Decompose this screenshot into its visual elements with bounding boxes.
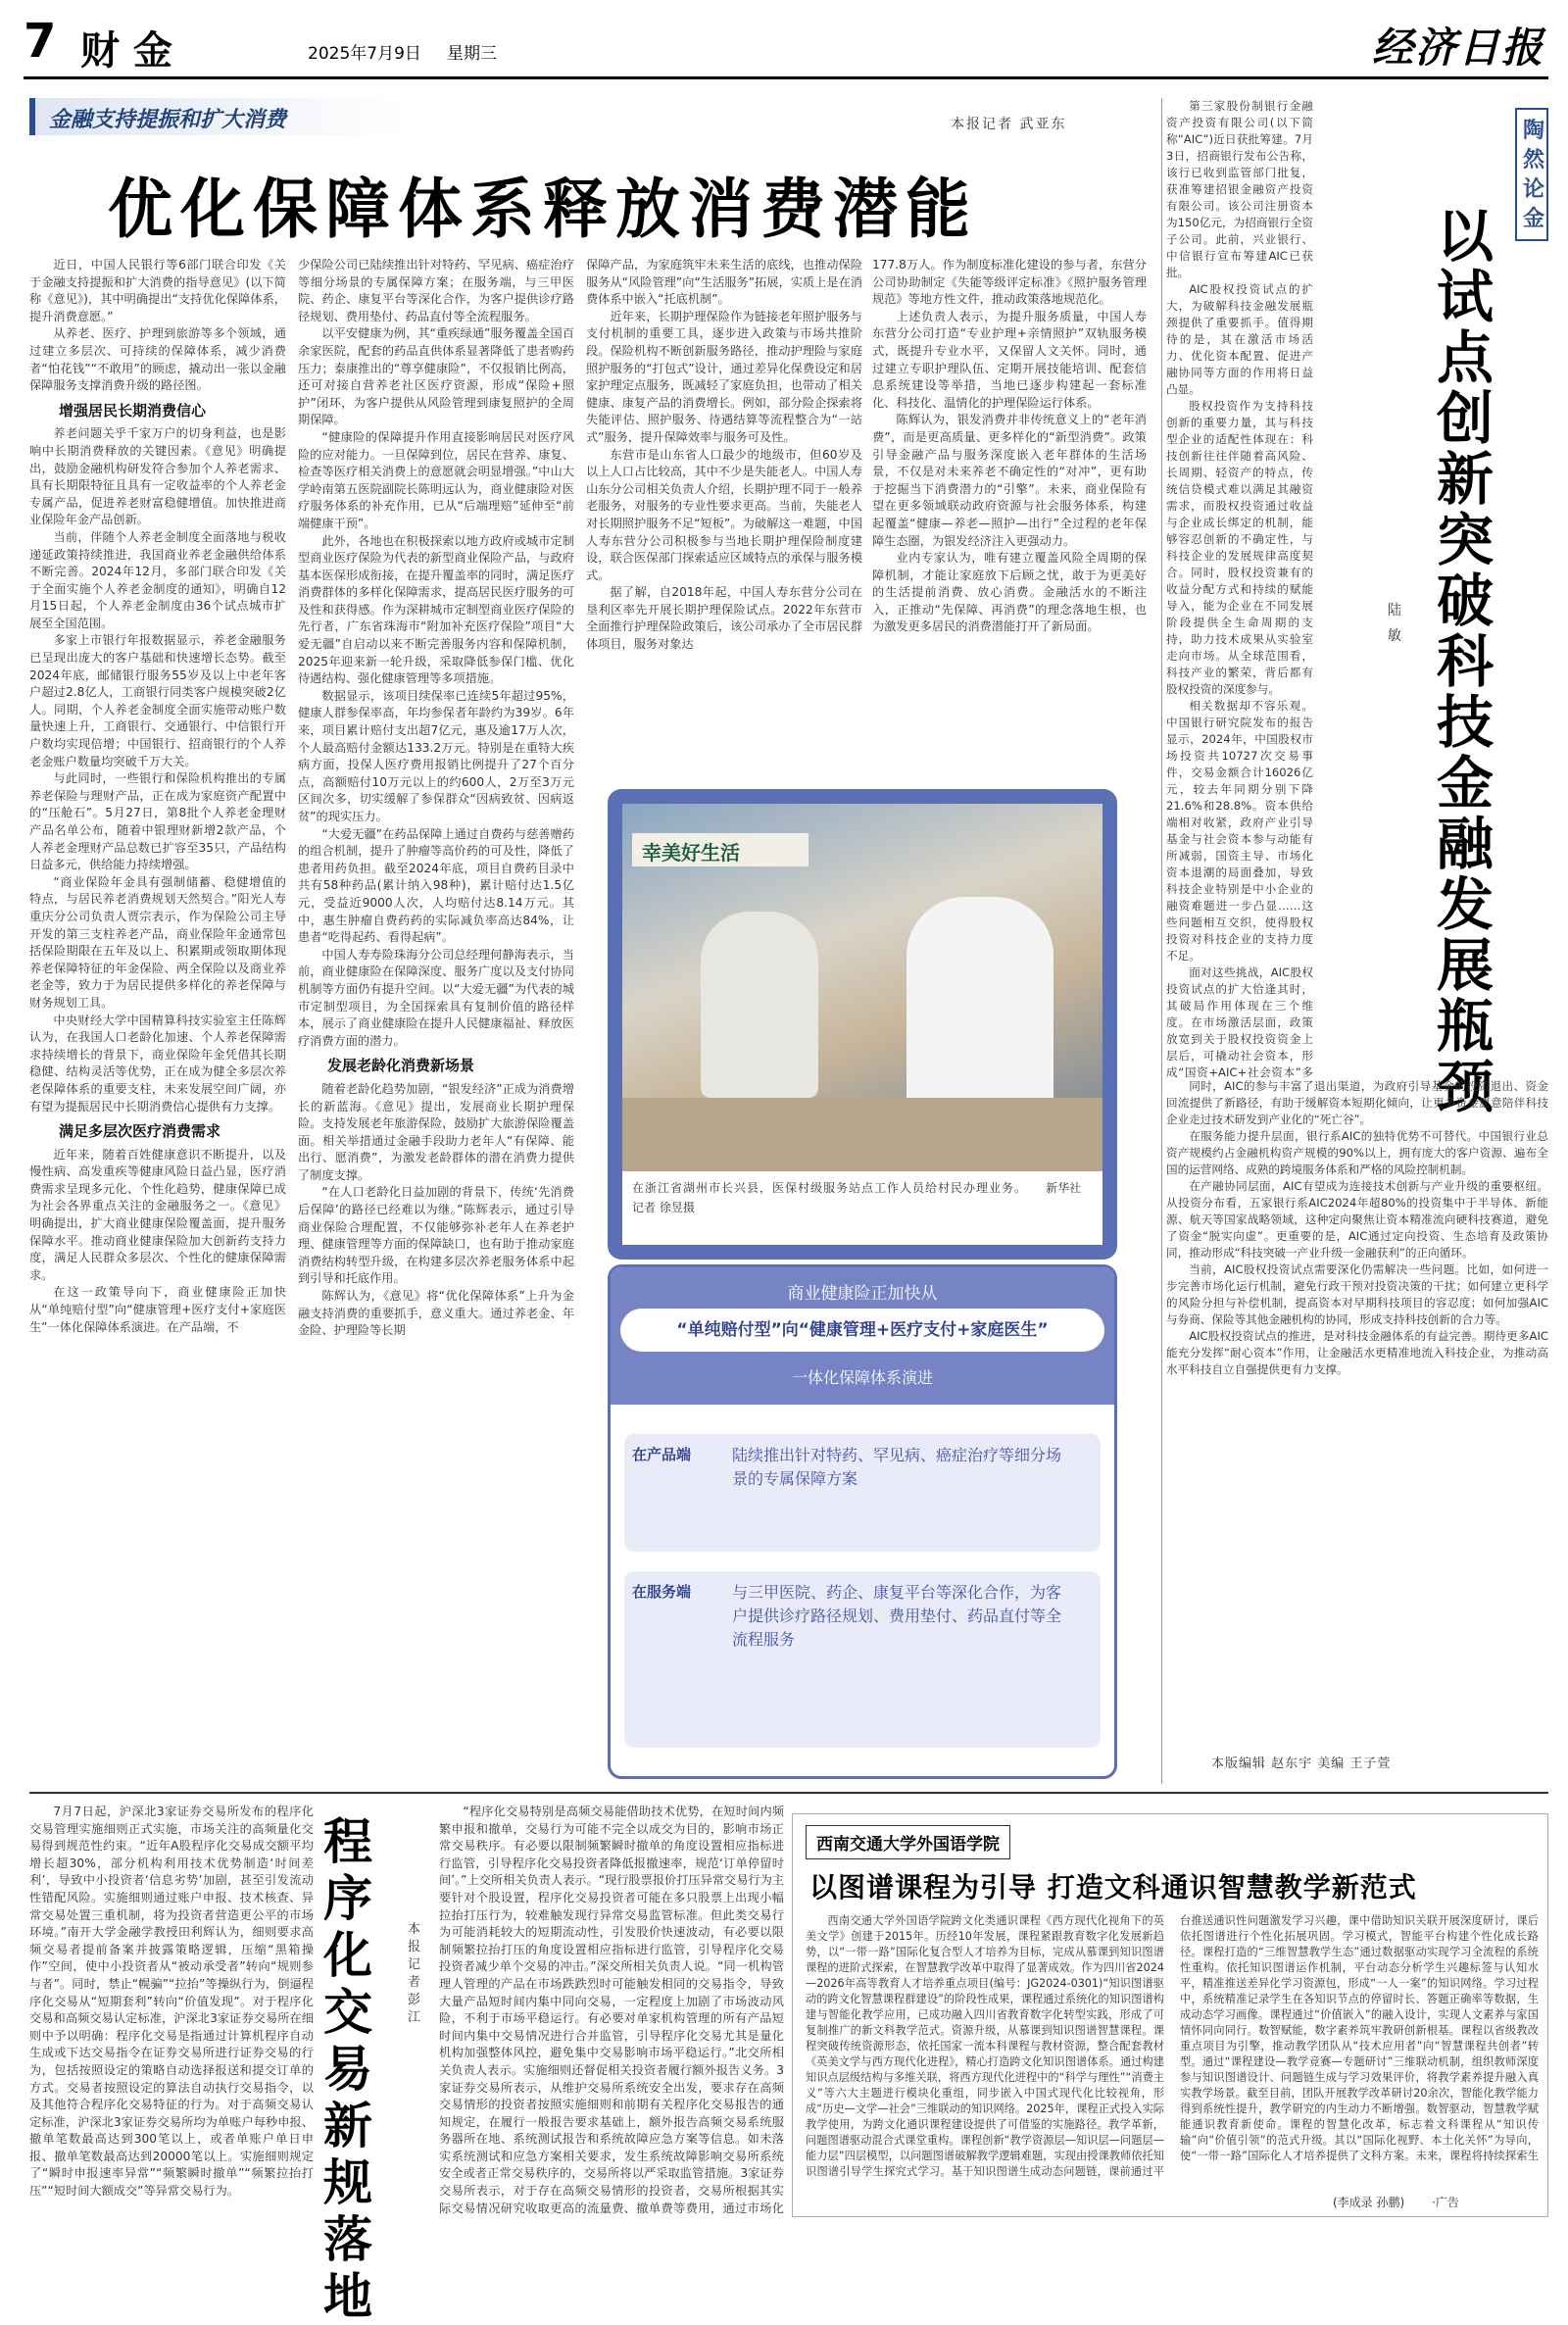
advertisement-label: ·广告	[1432, 2196, 1459, 2209]
paragraph: 当前，伴随个人养老金制度全面落地与税收递延政策持续推进，我国商业养老金融供给体系不断完善。2024年12月，多部门联合印发《关于全面实施个人养老金制度的通知》，明确自12月15日起，个人养老金制度由36个试点城市扩展至全国范围。	[29, 529, 286, 630]
paragraph: 东营市是山东省人口最少的地级市，但60岁及以上人口占比较高，其中不少是失能老人。中国人寿山东分公司相关负责人介绍，长期护理不同于一般养老服务，对服务的专业性要求更高。当前，失能老人对长期照护服务不足“短板”。为破解这一难题，中国人寿东营分公司积极参与当地长期护理保险制度建设，联合医保部门探索适应区域特点的承保与服务模式。	[586, 447, 862, 582]
infographic-row-service	[624, 1571, 1101, 1748]
infographic-slogan: “单纯赔付型”向“健康管理+医疗支付+家庭医生”	[620, 1309, 1104, 1352]
paragraph: “健康险的保障提升作用直接影响居民对医疗风险的应对能力。一旦保障到位，居民在营养、康复、检查等医疗相关消费上的意愿就会明显增强。”中山大学岭南第五医院副院长陈明远认为，商业健康险对医疗服务体系的补充作用，已从“后端理赔”延伸至“前端健康干预”。	[298, 429, 574, 530]
page-number: 7	[24, 14, 57, 69]
editor-credit: 本版编辑 赵东宇 美编 王子萱	[1211, 1756, 1392, 1771]
paragraph: 多家上市银行年报数据显示，养老金融服务已呈现出庞大的客户基础和快速增长态势。截至2024年底，邮储银行服务55岁及以上中老年客户超过2.8亿人，工商银行同类客户规模突破2亿人。同期，个人养老金制度全面实施带动账户数量快速上升，工商银行、交通银行、中信银行开户数均实现倍增；中国银行、招商银行的个人养老金账户数量均突破千万大关。	[29, 633, 286, 768]
paragraph: “程序化交易特别是高频交易能借助技术优势，在短时间内频繁申报和撤单，交易行为可能不完全以成交为目的，影响市场正常交易秩序。有必要以限制频繁瞬时撤单的角度设置相应指标进行监管，引导程序化交易投资者降低报撤速率，规范‘订单停留时间’。”上交所相关负责人表示。“现行股票报价打压异常交易行为主要针对个股设置，程序化交易投资者可能在多只股票上出现小幅拉抬打压行为，较难触发现行异常交易监管标准。但此类交易行为可能消耗较大的短期流动性，引发股价快速波动，有必要以限制频繁拉抬打压的角度设置相应指标进行监管，引导程序化交易投资者减少单个交易的冲击。”深交所相关负责人说。“同一机构管理人管理的产品在市场跌跌烈时可能触发相同的交易指令，导致大量产品短时间内集中同向交易，一定程度上加剧了市场波动风险，不利于市场平稳运行。有必要对单家机构管理的所有产品短时间内集中交易情况进行合并监管，引导程序化交易尤其是量化机构加强整体风控，避免集中交易影响市场平稳运行。”北交所相关负责人表示。实施细则还督促相关投资者履行额外报告义务。3家证券交易所表示，从维护交易所系统安全出发，要求存在高频交易情形的投资者按照实施细则和前期有关程序化交易报告的通知规定，在履行一般报告要求基础上，额外报告高频交易系统服务器所在地、系统测试报告和系统故障应急方案等信息。如未落实系统测试和应急方案相关要求，发生系统故障影响交易所系统安全或者正常交易秩序的，交易所将以严采取监管措施。3家证券交易所表示，对于存在高频交易情形的投资者，交易所根据其实际交易情况研究收取更高的流量费、撤单费等费用，通过市场化	[439, 1805, 784, 2215]
commentary-tag: 陶然论金	[1515, 108, 1548, 241]
commentary-author: 陆敏	[1388, 603, 1401, 644]
photo-person-staff	[701, 912, 818, 1098]
paragraph: “商业保险年金具有强制储蓄、稳健增值的特点，与居民养老消费规划天然契合。”阳光人寿重庆分公司负责人贾宗表示，作为保险公司主导开发的第三支柱养老产品，商业保险年金通常包括保险期限在五年及以上、积累期或领取期体现养老保障特征的年金保险、两全保险以及商业养老金等，致力于为居民提供多样化的养老保障与财务规划工具。	[29, 874, 286, 1010]
infographic-subtitle: 一体化保障体系演进	[791, 1368, 933, 1387]
paragraph: AIC股权投资试点的推进，是对科技金融体系的有益完善。期待更多AIC能充分发挥“耐心资本”作用，让金融活水更精准地流入科技企业，为推动高水平科技自立自强提供更有力支撑。	[1166, 1329, 1548, 1376]
paragraph: 近日，中国人民银行等6部门联合印发《关于金融支持提振和扩大消费的指导意见》(以下简称《意见》)，其中明确提出“支持优化保障体系，提升消费意愿。”	[29, 258, 286, 323]
subheading: 满足多层次医疗消费需求	[59, 1122, 221, 1141]
paragraph: 业内专家认为，唯有建立覆盖风险全周期的保障机制，才能让家庭放下后顾之忧，敢于为更美好的生活提前消费、放心消费。金融活水的不断注入，正推动“先保障、再消费”的理念落地生根，也为激发更多居民的消费潜能打开了新局面。	[872, 551, 1147, 634]
paragraph: 7月7日起，沪深北3家证券交易所发布的程序化交易管理实施细则正式实施，市场关注的高频量化交易得到规范性约束。“近年A股程序化交易成交额平均增长超30%，部分机构利用技术优势制造‘时间差利’，导致中小投资者‘信息劣势’加剧，甚至引发流动性错配风险。实施细则通过账户申报、技术核查、异常交易处置三重机制，将为投资者营造更公平的市场环境。”南开大学金融学教授田利辉认为，细则要求高频交易者提前备案并披露策略逻辑，压缩“黑箱操作”空间，使中小投资者从“被动承受者”转向“规则参与者”。同时，禁止“幌骗”“拉抬”等操纵行为，倒逼程序化交易从“短期套利”转向“价值发现”。对于程序化交易和高频交易认定标准，沪深北3家证券交易所在细则中予以明确：程序化交易是指通过计算机程序自动生成或下达交易指令在证券交易所进行证券交易的行为，包括按照设定的策略自动选择报送和提交订单的方式。交易者按照设定的算法自动执行交易指令，以及其他符合程序化交易特征的行为。对于高频交易认定标准，沪深北3家证券交易所均为单账户每秒申报、撤单笔数最高达到300笔以上，或者单账户单日申报、撤单笔数最高达到20000笔以上。实施细则规定了“瞬时申报速率异常”“频繁瞬时撤单”“频繁拉抬打压”“短时间大额成交”等异常交易行为。	[29, 1805, 314, 2199]
article3-org: 西南交通大学外国语学院	[806, 1825, 1010, 1859]
photo-sign: 幸美好生活	[632, 833, 808, 866]
article1-column-2	[298, 257, 574, 1784]
infographic-row-text: 陆续推出针对特药、罕见病、癌症治疗等细分场景的专属保障方案	[732, 1446, 1062, 1488]
column-divider	[1161, 98, 1162, 1784]
article2-byline: 本报记者 彭江	[408, 1922, 421, 2025]
photo	[622, 804, 1102, 1171]
paragraph: 养老问题关乎千家万户的切身利益，也是影响中长期消费释放的关键因素。《意见》明确提出，鼓励金融机构研发符合参加个人养老需求、具有长期限特征且具有一定收益率的个人养老金专属产品，促进养老财富稳健增值。加快推进商业保险年金产品创新。	[29, 426, 286, 527]
photo-caption: 在浙江省湖州市长兴县，医保村级服务站点工作人员给村民办理业务。	[632, 1181, 1028, 1195]
paragraph: 上述负责人表示，为提升服务质量，中国人寿东营分公司打造“专业护理+亲情照护”双轨服务模式，既提升专业水平，又保留人文关怀。同时，通过建立专职护理队伍、定期开展技能培训、配套信息系统建设等举措，当地已逐步构建起一套标准化、科技化、温情化的护理保险运行体系。	[872, 309, 1147, 410]
paragraph: “大爱无疆”在药品保障上通过自费药与慈善赠药的组合机制，提升了肿瘤等高价药的可及性，降低了患者用药负担。截至2024年底，项目自费药目录中共有58种药品(累计纳入98种)，累计赔付达1.5亿元，受益近9000人次，人均赔付达8.14万元。其中，惠生肿瘤自费药药的实际减负率高达84%，让患者“吃得起药、看得起病”。	[298, 826, 574, 945]
infographic-row-label: 在服务端	[632, 1583, 692, 1601]
subheading: 增强居民长期消费信心	[59, 401, 207, 420]
paragraph: 股权投资作为支持科技创新的重要力量，其与科技型企业的适配性体现在：科技创新往往伴随着高风险、长周期、轻资产的特点，传统信贷模式难以满足其融资需求，而股权投资通过收益与企业成长绑定的机制，能够容忍创新的不确定性，与科技企业的发展规律高度契合。同时，股权投资兼有的收益分配方式和持续的赋能导入，能为企业在不同发展阶段提供全生命周期的支持，助力技术成果从实验室走向市场。从全球范围看，科技产业的繁荣，背后都有股权投资的深度参与。	[1166, 399, 1313, 696]
paragraph: 中国人寿寿险珠海分公司总经理何静海表示，当前，商业健康险在保障深度、服务广度以及支付协同机制等方面仍有提升空间。以“大爱无疆”为代表的城市定制型项目，为全国探索具有复制价值的路径样本，展示了商业健康险在提升人民健康福祉、释放医疗消费方面的潜力。	[298, 947, 574, 1048]
infographic-title: 商业健康险正加快从	[787, 1284, 938, 1304]
article1-column-1	[29, 257, 286, 1784]
paragraph: 保障产品，为家庭筑牢未来生活的底线，也推动保险服务从“风险管理”向“生活服务”拓展，实质上是在消费体系中嵌入“托底机制”。	[586, 258, 862, 307]
photo-desk	[622, 1098, 1102, 1171]
article1-column-3	[586, 257, 862, 776]
paragraph: 在这一政策导向下，商业健康险正加快从“单纯赔付型”向“健康管理+医疗支付+家庭医生”一体化保障体系演进。在产品端，不	[29, 1285, 286, 1334]
article3-title: 以图谱课程为引导 打造文科通识智慧教学新范式	[809, 1871, 1417, 1904]
paragraph: 少保险公司已陆续推出针对特药、罕见病、癌症治疗等细分场景的专属保障方案；在服务端，与三甲医院、药企、康复平台等深化合作，为客户提供诊疗路径规划、费用垫付、药品直付等全流程服务。	[298, 258, 574, 323]
paragraph: 中央财经大学中国精算科技实验室主任陈辉认为，在我国人口老龄化加速、个人养老保障需求持续增长的背景下，商业保险年金凭借其长期稳健、结构灵活等优势，正在成为健全多层次养老保障体系的重要支柱，未来发展空间广阔，亦有望为提振居民中长期消费信心提供有力支撑。	[29, 1013, 286, 1113]
paragraph: “在人口老龄化日益加剧的背景下，传统‘先消费后保障’的路径已经难以为继。”陈辉表示，通过引导商业保险合理配置，不仅能够弥补老年人在养老护理、健康管理等方面的保障缺口，也有助于推动家庭消费结构转型升级，在构建多层次养老服务体系中起到引导和托底作用。	[298, 1185, 574, 1286]
paragraph: 近年来，长期护理保险作为链接老年照护服务与支付机制的重要工具，逐步进入政策与市场共推阶段。保险机构不断创新服务路径，推动护理险与家庭照护服务的“打包式”设计，通过差异化保费设定和居家护理定点服务，既减轻了家庭负担，也带动了相关健康、康复产品的消费增长。例如，部分险企探索将失能评估、照护服务、待遇结算等流程整合为“一站式”服务，提升保障效率与服务可及性。	[586, 309, 862, 444]
commentary-column-1	[1166, 98, 1313, 1078]
paragraph: 同时，AIC的参与丰富了退出渠道，为政府引导基金的投资退出、资金回流提供了新路径，有助于缓解资本短期化倾向，让更多资金愿意陪伴科技企业走过技术研发到产业化的“死亡谷”。	[1166, 1079, 1548, 1126]
paragraph: 与此同时，一些银行和保险机构推出的专属养老保险与理财产品，正在成为家庭资产配置中的“压舱石”。5月27日，第8批个人养老金理财产品名单公布，随着中银理财新增2款产品，个人养老金理财产品总数已扩容至35只，产品结构日益多元，供给能力持续增强。	[29, 771, 286, 872]
section-name: 财金	[80, 27, 186, 74]
paragraph: 第三家股份制银行金融资产投资有限公司(以下简称“AIC”)近日获批筹建。7月3日，招商银行发布公告称，该行已收到监管部门批复，获准筹建招银金融资产投资有限公司。该公司注册资本为150亿元，为招商银行全资子公司。此前，兴业银行、中信银行宣布筹建AIC已获批。	[1166, 99, 1313, 279]
paragraph: 当前，AIC股权投资试点需要深化仍需解决一些问题。比如，如何进一步完善市场化运行机制，避免行政干预对投资决策的干扰；如何建立更科学的风险分担与补偿机制，提高资本对早期科技项目的容忍度；如何加强AIC与券商、保险等其他金融机构的协同，形成支持科技创新的合力等。	[1166, 1262, 1548, 1326]
paragraph: 数据显示，该项目续保率已连续5年超过95%，健康人群参保率高，年均参保者年龄约为39岁。6年来，项目累计赔付支出超7亿元，惠及逾17万人次，个人最高赔付金额达133.2万元。特别是在重特大疾病方面，投保人医疗费用报销比例提升了27个百分点，高额赔付10万元以上的约600人，2万至3万元区间次多，切实缓解了参保群众“因病致贫、因病返贫”的现实压力。	[298, 688, 574, 823]
issue-date: 2025年7月9日	[308, 44, 421, 64]
paragraph: 以平安健康为例，其“重疾绿通”服务覆盖全国百余家医院，配套的药品直供体系显著降低了患者购药压力；泰康推出的“尊享健康险”，不仅报销比例高，还可对接自营养老社区医疗资源，形成“保险+照护”闭环，为客户提供从风险管理到康复照护的全周期保障。	[298, 326, 574, 427]
commentary-title: 以试点创新突破科技金融发展瓶颈	[1437, 203, 1494, 1120]
paragraph: 面对这些挑战，AIC股权投资试点的扩大恰逢其时，其破局作用体现在三个维度。在市场激活层面，政策放宽到关于股权投资资金上层后，可撬动社会资本，形成“国资+AIC+社会资本”多	[1166, 965, 1313, 1078]
paragraph: 从养老、医疗、护理到旅游等多个领域，通过建立多层次、可持续的保障体系，减少消费者“怕花钱”“不敢用”的顾虑，撬动出一张以金融保障服务支撑消费升级的路径图。	[29, 326, 286, 393]
photo-caption-box	[622, 1171, 1102, 1245]
paragraph: 据了解，自2018年起，中国人寿东营分公司在垦利区率先开展长期护理保险试点。2022年东营市全面推行护理保险政策后，该公司承办了全市居民群体项目，服务对象达	[586, 585, 862, 652]
article3-author	[1333, 2194, 1459, 2210]
issue-weekday: 星期三	[447, 44, 497, 64]
paragraph: 在服务能力提升层面，银行系AIC的独特优势不可替代。中国银行业总资产规模约占金融机构资产规模的90%以上，拥有庞大的客户资源、遍布全国的运营网络、成熟的跨境服务体系和严格的风险控制机制。	[1166, 1129, 1548, 1176]
article3-body	[806, 1913, 1539, 2190]
infographic-row-text: 与三甲医院、药企、康复平台等深化合作，为客户提供诊疗路径规划、费用垫付、药品直付等全流程服务	[732, 1583, 1062, 1649]
article2-title: 程序化交易新规落地	[323, 1813, 372, 2325]
paragraph: AIC股权投资试点的扩大，为破解科技金融发展瓶颈提供了重要抓手。值得期待的是，其在激活市场活力、优化资本配置、促进产融协同等方面的作用将日益凸显。	[1166, 282, 1313, 396]
infographic-row-product	[624, 1434, 1101, 1552]
article3-author-name: (李成录 孙鹏)	[1333, 2196, 1405, 2209]
article1-title: 优化保障体系释放消费潜能	[108, 172, 978, 247]
section-rule	[29, 1792, 1548, 1794]
infographic-title-band	[611, 1267, 1114, 1405]
subheading: 发展老龄化消费新场景	[327, 1057, 475, 1075]
infographic	[608, 1264, 1117, 1779]
article2-column-1	[29, 1804, 314, 2215]
article1-byline: 本报记者 武亚东	[951, 117, 1067, 132]
kicker-banner	[29, 98, 412, 135]
paragraph: 在产融协同层面，AIC有望成为连接技术创新与产业升级的重要枢纽。从投资分布看，五家银行系AIC2024年超80%的投资集中于半导体、新能源、航天等国家战略领域，这种定向聚焦让资本精准流向硬科技赛道，避免了资金“脱实向虚”。更重要的是，AIC通过定向投资、生态培育及政策协同，推动形成“科技突破一产业升级一金融获利”的正向循环。	[1166, 1179, 1548, 1260]
paragraph: 此外，各地也在积极探索以地方政府或城市定制型商业医疗保险为代表的新型商业保险产品，与政府基本医保形成衔接，在提升覆盖率的同时，满足医疗消费群体的多样化保障需求，提高居民医疗服务的可及性和获得感。作为深耕城市定制型商业医疗保险的先行者，广东省珠海市“附加补充医疗保险”项目“大爱无疆”自启动以来不断完善服务内容和保障机制，2025年迎来新一轮升级，采取降低参保门槛、优化待遇结构、强化健康管理等多项措施。	[298, 533, 574, 686]
paragraph: 近年来，随着百姓健康意识不断提升，以及慢性病、高发重疾等健康风险日益凸显，医疗消费需求呈现多元化、个性化趋势，健康保障已成为社会各界重点关注的金融服务之一。《意见》明确提出，扩大商业健康保险覆盖面，提升服务保障水平。推动商业健康保险加大创新药支持力度，满足人民群众多层次、个性化的健康保障需求。	[29, 1147, 286, 1282]
paragraph: 陈辉认为，《意见》将“优化保障体系”上升为金融支持消费的重要抓手，意义重大。通过养老金、年金险、护理险等长期	[298, 1289, 574, 1338]
paragraph: 西南交通大学外国语学院跨文化类通识课程《西方现代化视角下的英美文学》创建于2015年。历经10年发展，课程紧跟教育数字化发展新趋势，以“一带一路”国际化复合型人才培养为目标，完成从慕课到知识图谱课程的进阶式探索，在智慧教学改革中取得了显著成效。作为四川省2024—2026年高等教育人才培养重点项目(编号：JG2024-0301)“知识图谱驱动的跨文化智慧课程群建设”的阶段性成果，课程通过系统化的知识图谱构建与智能化教学应用，已成功融入四川省教育数字化转型实践，形成了可复制推广的新文科教学范式。资源升级，从慕课到知识图谱智慧课程。课程突破传统资源形态，依托国家一流本科课程与教材资源，整合配套教材《英美文学与西方现代化进程》，精心打造跨文化知识图谱体系。通过构建知识点层级结构与多维关联，将西方现代化进程中的“科学与理性”“消费主义”等六大主题进行模块化重组，同步嵌入中国式现代化比较视角，形成“历史—文学—社会”三维联动的知识网络。2025年，课程正式投入实际教学使用，为跨文化通识课程建设提供了可借鉴的实施路径。教学革新，问题图谱驱动混合式课堂重构。课程创新“教学资源层—知识层—问题层—能力层”四层模型，以问题图谱破解教学逻辑难题，实现由授课教师依托知识图谱引导学生探究式学习。基于知识图谱生成动态问题链，课前通过平台推送通识性问题激发学习兴趣，课中借助知识关联开展深度研讨，课后依托图谱进行个性化拓展巩固。学习模式，智能平台构建个性化成长路径。课程打造的“三维智慧教学生态”通过数据驱动实现学习全流程的系统性重构。依托知识图谱运作机制，平台动态分析学生兴趣标签与认知水平，精准推送差异化学习资源包，形成“一人一案”的知识网络。学习过程中，系统精准记录学生在各知识节点的停留时长、答题正确率等数据，生成动态学习画像。课程通过“价值嵌入”的融入设计，实现人文素养与家国情怀同向同行。数智赋能，数字素养筑牢教研创新根基。课程以省级教改重点项目为引擎，推动教学团队从“技术应用者”向“智慧课程共创者”转型。通过“课程建设—教学竞赛—专题研讨”三维联动机制，组织教师深度参与知识图谱设计、问题链生成与学习效果评价，将教学素养提升融入真实教学场景。截至目前，团队开展教学改革研讨20余次，智能化教学能力得到系统性提升，教学研究的内生动力不断增强。数智驱动，智慧教学赋能通识教育新使命。课程的智慧化改革，标志着文科课程从“知识传输”向“价值引领”的范式升级。其以“国际化视野、本土化关怀”为导向，使“一带一路”国际化人才培养提供了文科方案。未来，课程将持续探索生	[806, 1914, 1539, 2178]
masthead-rule	[24, 76, 1548, 79]
kicker-text: 金融支持提振和扩大消费	[49, 107, 287, 132]
commentary-column-2	[1166, 1078, 1548, 1735]
article2-column-2	[439, 1804, 784, 2215]
paragraph: 177.8万人。作为制度标准化建设的参与者，东营分公司协助制定《失能等级评定标准》《照护服务管理规范》等地方性文件，推动政策落地规范化。	[872, 258, 1147, 307]
paragraph: 陈辉认为，银发消费并非传统意义上的“老年消费”，而是更高质量、更多样化的“新型消费”。政策引导金融产品与服务深度嵌入老年群体的生活场景，不仅是对未来养老不确定性的“对冲”，更有助于挖掘当下消费潜力的“引擎”。未来，商业保险有望在更多领域联动政府资源与社会服务体系，构建起覆盖“健康—养老—照护—出行”全过程的老年保障生态圈，为银发经济注入更强动力。	[872, 413, 1147, 548]
masthead	[24, 14, 1548, 74]
paragraph: 随着老龄化趋势加剧，“银发经济”正成为消费增长的新蓝海。《意见》提出，发展商业长期护理保险。支持发展老年旅游保险，鼓励扩大旅游保险覆盖面。相关举措通过金融手段助力老年人“有保障、能出行、愿消费”，为激发老龄群体的潜在消费力提供了制度支撑。	[298, 1081, 574, 1182]
article1-column-4	[872, 257, 1147, 776]
infographic-row-label: 在产品端	[632, 1446, 692, 1463]
paragraph: 相关数据却不容乐观。中国银行研究院发布的报告显示，2024年，中国股权市场投资共10727次交易事件，交易金额合计16026亿元，较去年同期分别下降21.6%和28.8%。资本供给端相对收紧，政府产业引导基金与社会资本参与动能有所减弱，国资主导、市场化资本退潮的局面叠加，导致科技企业特别是中小企业的融资难题进一步凸显……这些问题相互交织，使得股权投资对科技企业的支持力度不足。	[1166, 699, 1313, 963]
newspaper-logo: 经济日报	[1371, 24, 1544, 72]
photo-credit: 新华社记者 徐昱摄	[632, 1181, 1082, 1214]
